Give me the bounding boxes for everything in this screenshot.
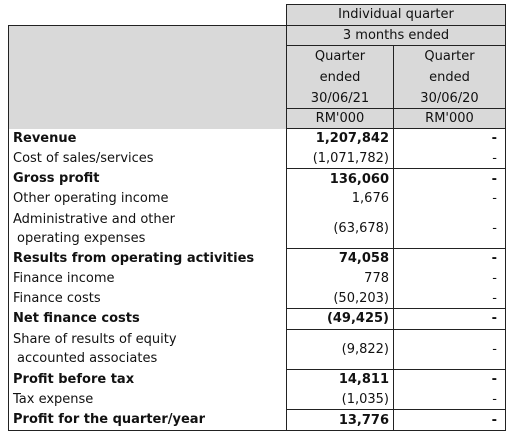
row-current-value: (9,822) — [287, 329, 394, 369]
table-row-finance-income — [9, 269, 506, 289]
row-current-value: 778 — [287, 269, 394, 289]
row-label: Gross profit — [9, 169, 287, 189]
row-prior-value: - — [394, 329, 506, 369]
table-row-operating-results — [9, 248, 506, 268]
row-prior-value: - — [394, 248, 506, 268]
row-label: Other operating income — [9, 189, 287, 209]
row-current-value: (50,203) — [287, 288, 394, 308]
row-prior-value: - — [394, 308, 506, 329]
table-row-profit-before-tax — [9, 369, 506, 389]
table-row-other-income — [9, 189, 506, 209]
row-label-line1: Share of results of equity — [13, 332, 177, 348]
row-label: Revenue — [9, 129, 287, 149]
col2-line1: Quarter — [394, 46, 506, 68]
row-label: Finance costs — [9, 288, 287, 308]
row-prior-value: - — [394, 129, 506, 149]
row-label — [9, 329, 287, 369]
row-current-value: (49,425) — [287, 308, 394, 329]
header-blank-cell — [9, 5, 287, 26]
table-row-tax-expense — [9, 390, 506, 410]
row-label — [9, 209, 287, 249]
row-prior-value: - — [394, 189, 506, 209]
row-current-value: 74,058 — [287, 248, 394, 268]
col1-unit: RM'000 — [287, 109, 394, 129]
table-row-gross-profit — [9, 169, 506, 189]
group-label: Individual quarter — [287, 5, 506, 26]
row-prior-value: - — [394, 149, 506, 169]
row-label: Tax expense — [9, 390, 287, 410]
col2-unit: RM'000 — [394, 109, 506, 129]
table-row-cost-of-sales — [9, 149, 506, 169]
row-current-value: 14,811 — [287, 369, 394, 389]
table-row-finance-costs — [9, 288, 506, 308]
table-row-net-finance-costs — [9, 308, 506, 329]
col2-date: 30/06/20 — [394, 88, 506, 109]
row-label: Net finance costs — [9, 308, 287, 329]
table-row-profit-for-period — [9, 410, 506, 431]
row-current-value: (63,678) — [287, 209, 394, 249]
header-row-period — [9, 25, 506, 46]
row-current-value: 1,207,842 — [287, 129, 394, 149]
row-prior-value: - — [394, 410, 506, 431]
row-label: Cost of sales/services — [9, 149, 287, 169]
table-row-admin-expenses — [9, 209, 506, 249]
col2-line2: ended — [394, 68, 506, 89]
row-current-value: 1,676 — [287, 189, 394, 209]
header-row-group — [9, 5, 506, 26]
col1-date: 30/06/21 — [287, 88, 394, 109]
row-label-line2: accounted associates — [17, 351, 158, 367]
row-label-line1: Administrative and other — [13, 211, 175, 227]
row-label: Finance income — [9, 269, 287, 289]
table-row-revenue — [9, 129, 506, 149]
col1-line2: ended — [287, 68, 394, 89]
period-label: 3 months ended — [287, 25, 506, 46]
row-current-value: (1,071,782) — [287, 149, 394, 169]
income-statement-table — [8, 4, 506, 431]
header-shaded-cell — [9, 25, 287, 128]
row-prior-value: - — [394, 369, 506, 389]
row-current-value: (1,035) — [287, 390, 394, 410]
col1-line1: Quarter — [287, 46, 394, 68]
row-current-value: 13,776 — [287, 410, 394, 431]
row-label: Results from operating activities — [9, 248, 287, 268]
row-current-value: 136,060 — [287, 169, 394, 189]
row-prior-value: - — [394, 169, 506, 189]
row-prior-value: - — [394, 269, 506, 289]
row-prior-value: - — [394, 288, 506, 308]
table-row-share-of-results — [9, 329, 506, 369]
row-prior-value: - — [394, 209, 506, 249]
row-label-line2: operating expenses — [17, 230, 146, 246]
row-label: Profit for the quarter/year — [9, 410, 287, 431]
row-prior-value: - — [394, 390, 506, 410]
row-label: Profit before tax — [9, 369, 287, 389]
